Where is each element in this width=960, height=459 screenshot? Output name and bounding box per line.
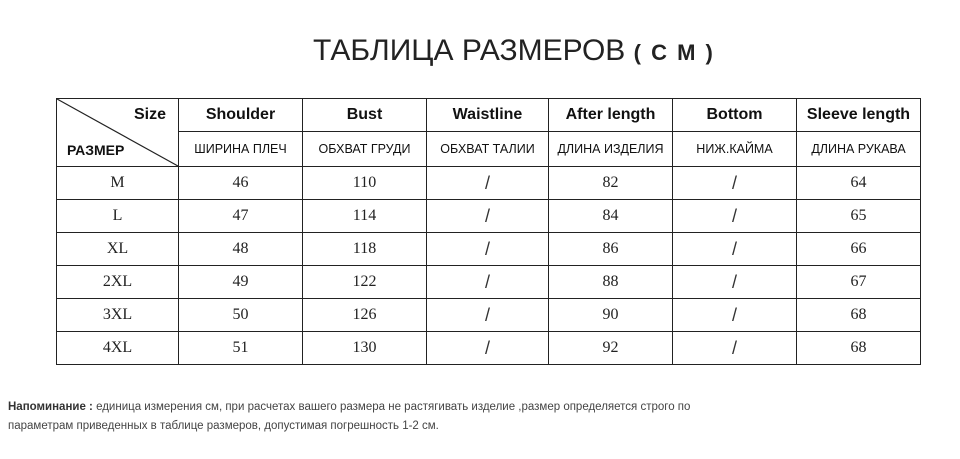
table-cell: 130 (303, 332, 427, 365)
table-row (57, 266, 921, 299)
table-cell: 51 (179, 332, 303, 365)
table-cell: 48 (179, 233, 303, 266)
size-cell: 2XL (57, 266, 179, 299)
table-cell: / (427, 233, 549, 266)
table-cell: / (673, 266, 797, 299)
table-cell: 118 (303, 233, 427, 266)
column-header-ru: ДЛИНА РУКАВА (797, 132, 921, 167)
page-title (0, 34, 960, 68)
column-header: Bottom (673, 99, 797, 132)
corner-size-label-ru: РАЗМЕР (67, 142, 125, 158)
column-header: Bust (303, 99, 427, 132)
note-text-1: единица измерения см, при расчетах вашего размера не растягивать изделие ,размер определяется строго по (92, 401, 691, 413)
size-cell: L (57, 200, 179, 233)
note-line-1 (8, 398, 908, 417)
table-cell: 82 (549, 167, 673, 200)
table-cell: 49 (179, 266, 303, 299)
column-header: Waistline (427, 99, 549, 132)
size-cell: 4XL (57, 332, 179, 365)
column-header-ru: ОБХВАТ ГРУДИ (303, 132, 427, 167)
table-row (57, 299, 921, 332)
table-cell: 126 (303, 299, 427, 332)
table-cell: / (427, 167, 549, 200)
table-cell: / (673, 167, 797, 200)
table-cell: / (673, 299, 797, 332)
note-label: Напоминание : (8, 401, 93, 413)
column-header: Shoulder (179, 99, 303, 132)
table-cell: 66 (797, 233, 921, 266)
table-cell: 65 (797, 200, 921, 233)
column-header-ru: ОБХВАТ ТАЛИИ (427, 132, 549, 167)
table-cell: / (427, 332, 549, 365)
table-row (57, 200, 921, 233)
corner-cell (57, 99, 179, 167)
table-cell: 114 (303, 200, 427, 233)
column-header-ru: НИЖ.КАЙМА (673, 132, 797, 167)
table-cell: / (673, 332, 797, 365)
table-cell: 86 (549, 233, 673, 266)
table-cell: 110 (303, 167, 427, 200)
table-cell: 50 (179, 299, 303, 332)
corner-size-label: Size (133, 106, 166, 123)
table-cell: 64 (797, 167, 921, 200)
header-row-ru (57, 132, 921, 167)
table-cell: / (427, 200, 549, 233)
size-cell: 3XL (57, 299, 179, 332)
table-cell: 68 (797, 332, 921, 365)
table-row (57, 167, 921, 200)
column-header: After length (549, 99, 673, 132)
size-cell: XL (57, 233, 179, 266)
header-row-en (57, 99, 921, 132)
table-cell: 47 (179, 200, 303, 233)
reminder-note (8, 398, 908, 436)
title-unit: ( C M ) (633, 40, 715, 65)
table-cell: / (427, 266, 549, 299)
table-cell: / (673, 200, 797, 233)
table-cell: 92 (549, 332, 673, 365)
table-cell: 67 (797, 266, 921, 299)
table-row (57, 332, 921, 365)
table-cell: / (427, 299, 549, 332)
table-cell: 84 (549, 200, 673, 233)
table-cell: 88 (549, 266, 673, 299)
table-cell: / (673, 233, 797, 266)
size-cell: M (57, 167, 179, 200)
title-text: ТАБЛИЦА РАЗМЕРОВ (313, 34, 626, 67)
column-header-ru: ДЛИНА ИЗДЕЛИЯ (549, 132, 673, 167)
table-row (57, 233, 921, 266)
table-cell: 90 (549, 299, 673, 332)
table-cell: 122 (303, 266, 427, 299)
size-table (56, 98, 921, 365)
note-line-2: параметрам приведенных в таблице размеров, допустимая погрешность 1-2 см. (8, 420, 439, 432)
column-header-ru: ШИРИНА ПЛЕЧ (179, 132, 303, 167)
table-cell: 46 (179, 167, 303, 200)
table-cell: 68 (797, 299, 921, 332)
column-header: Sleeve length (797, 99, 921, 132)
